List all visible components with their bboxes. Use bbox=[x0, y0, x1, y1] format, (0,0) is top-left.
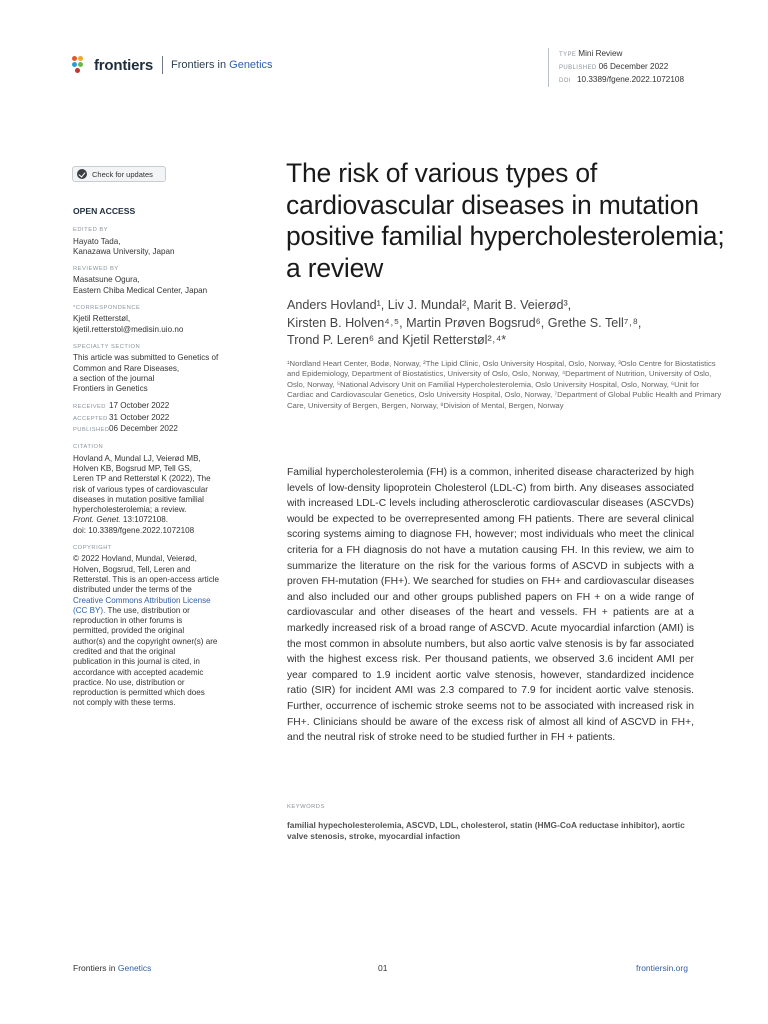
abstract: Familial hypercholesterolemia (FH) is a common, inherited disease characterized by high levels of low-density lipoprotein Cholesterol (LDL-C) from birth. Any diseases associated with increased LDL-C levels including atherosclerotic cardiovascular diseases (ASCVDs) would be expected to be overrepresented among FH patients. There are several clinical scoring systems aiming to diagnose FH, however; most individuals who meet the clinical criteria for a FH diagnosis do not have a mutation causing FH. In this review, we aim to summarize the literature on the risk for the various forms of ASCVD in subjects with a proven FH-mutation (FH+). We searched for studies on FH+ and cardiovascular diseases and also included our and other groups published papers on FH + on a wide range of cardiovascular and other diseases of the heart and vessels. FH + patients are at a markedly increased risk of a broad range of ASCVD. Acute myocardial infarction (AMI) is the most common in absolute numbers, but also aortic valve stenosis is by far associated with the highest excess risk. Per thousand patients, we observed 3.6 incident AMI per year compared to 1.9 incident aortic valve stenosis, however, standardized incidence ratio (SIR) for incident AMI was 2.3 compared to 7.9 for incident aortic valve stenosis. Further, occurrence of ischemic stroke seems not to be associated with increased risk in FH+. Clinicians should be aware of the excess risk of almost all kind of ASCVD in FH+, and the neutral risk of stroke need to be studied further in FH + patients. bbox=[287, 467, 694, 744]
footer-site-link[interactable]: frontiersin.org bbox=[636, 963, 688, 973]
sidebar-info bbox=[73, 206, 241, 716]
license-link-short[interactable]: (CC BY). bbox=[73, 605, 106, 615]
citation: CITATION Hovland A, Mundal LJ, Veierød MB, Holven KB, Bogsrud MP, Tell GS, Leren TP and Retterstøl K (2022), The risk of various types of cardiovascular diseases in mutation positive familial hypercholesterolemia; a review. Front. Genet. 13:1072108. doi: 10.3389/fgene.2022.1072108 bbox=[73, 442, 241, 536]
frontiers-logo-icon bbox=[72, 56, 90, 74]
doi[interactable]: 10.3389/fgene.2022.1072108 bbox=[577, 75, 684, 84]
frontiers-logo[interactable] bbox=[72, 56, 273, 74]
open-access-label: OPEN ACCESS bbox=[73, 206, 136, 216]
edited-by: EDITED BY Hayato Tada, Kanazawa University, Japan bbox=[73, 227, 175, 256]
correspondence-email[interactable]: kjetil.retterstol@medisin.uio.no bbox=[73, 324, 184, 334]
affiliations: ¹Nordland Heart Center, Bodø, Norway, ²The Lipid Clinic, Oslo University Hospital, Oslo, Norway, ³Oslo Centre for Biostatistics and Epidemiology, Department of Biostatistics, University of Oslo, Oslo, Norway, ⁴Department of Nutrition, University of Oslo, Oslo, Norway, ⁵National Advisory Unit on Familial Hypercholesterolemia, Oslo University Hospital, Oslo, Norway, ⁶Unit for Cardiac and Cardiovascular Genetics, Oslo University Hospital, Oslo, Norway, ⁷Department of Global Public Health and Primary Care, University of Bergen, Bergen, Norway, ⁸Division of Mental, Bergen, Norway bbox=[287, 359, 722, 410]
article-meta: TYPE Mini Review PUBLISHED 06 December 2022 DOI 10.3389/fgene.2022.1072108 bbox=[548, 48, 684, 87]
check-for-updates-button[interactable]: Check for updates bbox=[72, 166, 166, 182]
page-number: 01 bbox=[378, 963, 388, 973]
author-list: Anders Hovland¹, Liv J. Mundal², Marit B. Veierød³, Kirsten B. Holven⁴˒⁵, Martin Prøven Bogsrud⁶, Grethe S. Tell⁷˒⁸, Trond P. Leren⁶ and Kjetil Retterstøl²˒⁴* bbox=[287, 298, 642, 347]
correspondence: *CORRESPONDENCE Kjetil Retterstøl, kjetil.retterstol@medisin.uio.no bbox=[73, 303, 241, 335]
copyright: COPYRIGHT © 2022 Hovland, Mundal, Veierød, Holven, Bogsrud, Tell, Leren and Retterstøl. This is an open-access article distributed under the terms of the Creative Commons Attribution License (CC BY). The use, distribution or reproduction in other forums is permitted, provided the original author(s) and the copyright owner(s) are credited and that the original publication in this journal is cited, in accordance with accepted academic practice. No use, distribution or reproduction is permitted which does not comply with these terms. bbox=[73, 543, 241, 709]
footer-journal[interactable]: Frontiers in Genetics bbox=[73, 963, 152, 973]
citation-doi[interactable]: doi: 10.3389/fgene.2022.1072108 bbox=[73, 525, 195, 535]
keywords-label: KEYWORDS bbox=[287, 804, 325, 810]
article-type: Mini Review bbox=[578, 49, 623, 58]
logo-divider bbox=[162, 56, 163, 74]
keywords: familial hypecholesterolemia, ASCVD, LDL, cholesterol, statin (HMG-CoA reductase inhibitor), aortic valve stenosis, stroke, myocardial infaction bbox=[287, 820, 685, 842]
published-date: 06 December 2022 bbox=[598, 62, 669, 71]
logo-text: frontiers bbox=[94, 56, 154, 74]
check-icon bbox=[77, 169, 87, 179]
article-title: The risk of various types of cardiovascular diseases in mutation positive familial hypercholesterolemia; a review bbox=[286, 158, 725, 283]
reviewed-by: REVIEWED BY Masatsune Ogura, Eastern Chiba Medical Center, Japan bbox=[73, 266, 208, 295]
journal-name: Frontiers in Genetics bbox=[171, 59, 273, 71]
specialty-section: SPECIALTY SECTION This article was submitted to Genetics of Common and Rare Diseases, a section of the journal Frontiers in Genetics bbox=[73, 343, 219, 394]
license-link[interactable]: Creative Commons Attribution License bbox=[73, 595, 211, 605]
dates: RECEIVED 17 October 2022 ACCEPTED31 October 2022 PUBLISHED06 December 2022 bbox=[73, 401, 178, 434]
